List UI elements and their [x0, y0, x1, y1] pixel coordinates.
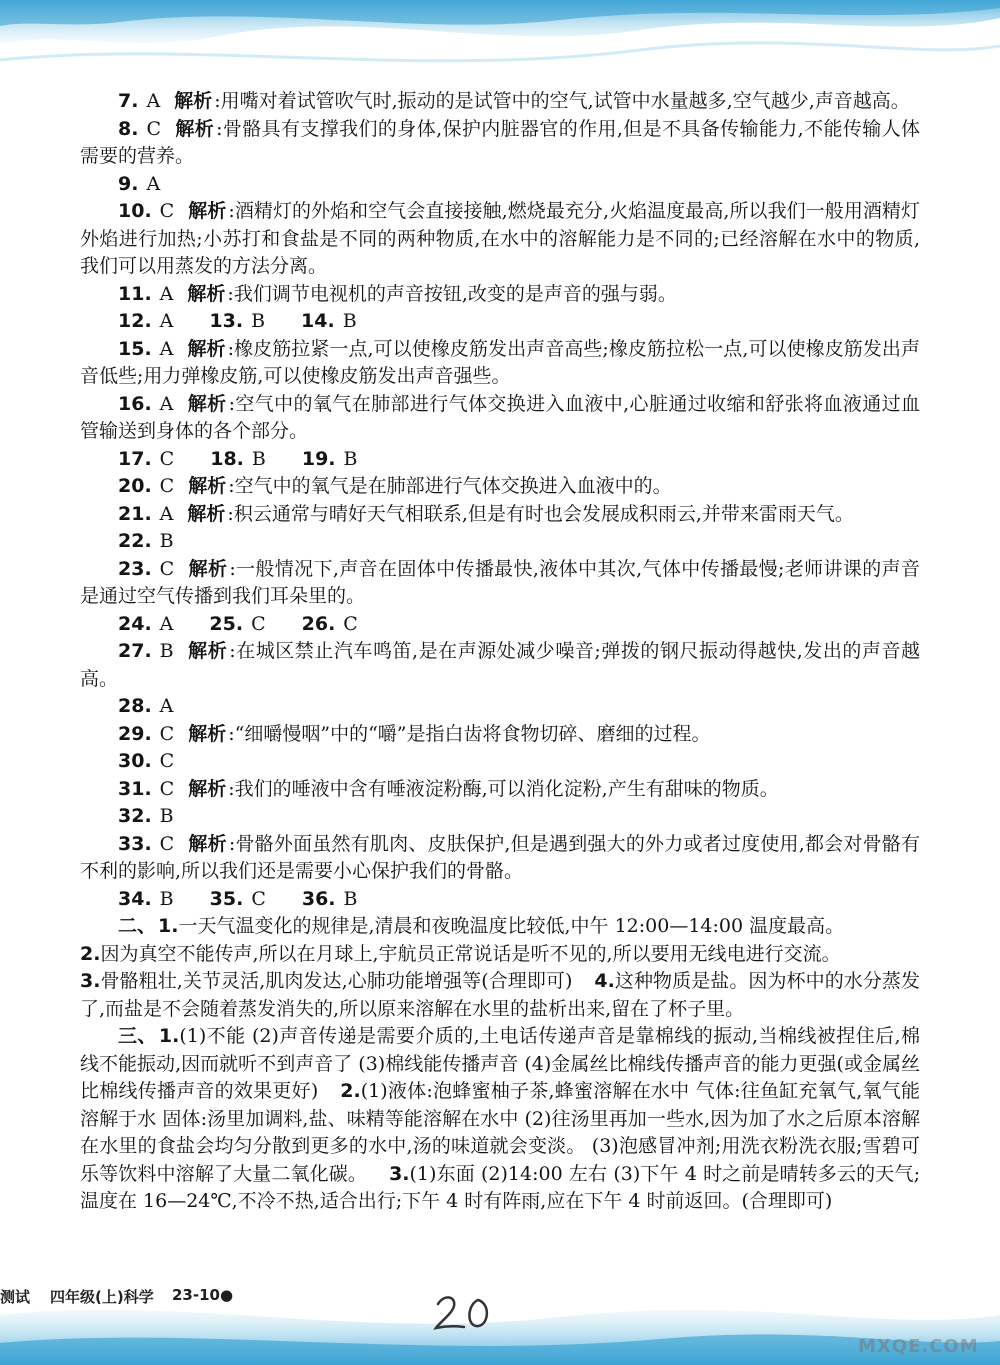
question-number: 23. — [118, 557, 152, 580]
answer-letter: B — [251, 447, 266, 470]
question-number: 16. — [118, 392, 152, 415]
answer-letter: A — [159, 392, 174, 415]
answer-item — [80, 473, 920, 501]
analysis-text: :骨骼具有支撑我们的身体,保护内脏器官的作用,但是不具备传输能力,不能传输人体需要的营养。 — [80, 117, 920, 167]
question-number: 2. — [80, 942, 101, 965]
answer-item — [80, 281, 920, 309]
answer-letter: C — [146, 117, 161, 140]
answer-letter: C — [159, 200, 175, 222]
answer-item — [80, 391, 920, 446]
question-number: 28. — [118, 695, 152, 717]
question-number: 27. — [118, 640, 152, 662]
answer-letter: B — [342, 310, 357, 332]
question-number: 3. — [389, 1162, 410, 1185]
answer-letter: C — [251, 887, 266, 910]
question-number: 36. — [301, 887, 336, 910]
answer-letter: A — [159, 502, 174, 525]
answer-text: (1)东面 (2)14:00 左右 (3)下午 4 时之前是晴转多云的天气;温度在 16—24℃,不冷不热,适合出行;下午 4 时有阵雨,应在下午 4 时前返回。(合理即可) — [80, 1162, 920, 1212]
question-number: 3. — [80, 970, 101, 992]
answer-letter: B — [159, 640, 174, 662]
question-number: 20. — [118, 475, 152, 497]
analysis-label: 解析 — [188, 557, 228, 580]
question-number: 14. — [301, 310, 335, 332]
answer-letter: C — [159, 832, 175, 855]
answer-item — [80, 116, 920, 171]
answer-letter: C — [159, 750, 175, 772]
answer-letter: C — [159, 722, 175, 745]
section-3-para — [80, 1023, 920, 1216]
answer-item — [80, 198, 920, 281]
section-2-para-1 — [80, 913, 920, 941]
answer-item — [80, 611, 920, 639]
question-number: 11. — [118, 282, 152, 305]
answer-item — [80, 638, 920, 693]
question-number: 7. — [118, 90, 139, 112]
answer-letter: C — [343, 612, 358, 635]
analysis-label: 解析 — [174, 90, 213, 112]
watermark-url: MXQE.COM — [858, 1336, 979, 1357]
analysis-label: 解析 — [175, 117, 215, 140]
answer-item — [80, 721, 920, 749]
question-number: 12. — [118, 310, 152, 332]
analysis-label: 解析 — [188, 777, 227, 800]
footer-test-label: 测试 — [0, 1288, 31, 1306]
section-2-para-2 — [80, 941, 920, 969]
question-number: 2. — [340, 1080, 361, 1102]
answer-text: 因为真空不能传声,所以在月球上,宇航员正常说话是听不见的,所以要用无线电进行交流。 — [100, 942, 841, 965]
analysis-label: 解析 — [187, 282, 226, 305]
analysis-label: 解析 — [187, 337, 226, 360]
answer-letter: B — [159, 805, 174, 827]
analysis-text: :我们的唾液中含有唾液淀粉酶,可以消化淀粉,产生有甜味的物质。 — [228, 777, 779, 800]
question-number: 34. — [118, 887, 152, 910]
answer-item — [80, 501, 920, 529]
answer-text: (1)液体:泡蜂蜜柚子茶,蜂蜜溶解在水中 气体:往鱼缸充氧气,氧气能溶解于水 固体:汤里加调料,盐、味精等能溶解在水中 (2)往汤里再加一些水,因为加了水之后原本溶解在水里的食盐会均匀分散到更多的水中,汤的味道就会变淡。 (3)泡感冒冲剂;用洗衣粉洗衣服;雪碧可乐等饮料中溶解了大量二氧化碳。 — [80, 1080, 920, 1185]
question-number: 9. — [118, 172, 139, 195]
analysis-text: :积云通常与晴好天气相联系,但是有时也会发展成积雨云,并带来雷雨天气。 — [227, 502, 854, 525]
answer-letter: A — [146, 172, 161, 195]
analysis-label: 解析 — [188, 475, 227, 497]
question-number: 33. — [118, 832, 152, 855]
page-footer — [0, 1286, 400, 1312]
answer-item — [80, 308, 920, 336]
question-number: 17. — [118, 447, 152, 470]
footer-grade-label: 四年级(上)科学 — [50, 1288, 154, 1306]
answer-letter: B — [159, 530, 174, 552]
answer-letter: B — [343, 447, 358, 470]
question-number: 15. — [118, 337, 152, 360]
answer-letter: C — [159, 557, 175, 580]
answer-item — [80, 336, 920, 391]
top-wave-decoration — [0, 0, 1000, 95]
analysis-text: :空气中的氧气是在肺部进行气体交换进入血液中的。 — [228, 475, 672, 497]
answer-text: (1)不能 (2)声音传递是需要介质的,土电话传递声音是靠棉线的振动,当棉线被捏住后,棉线不能振动,因而就听不到声音了 (3)棉线能传播声音 (4)金属丝比棉线传播声音的能力更强(或金属丝比棉线传播声音的效果更好) — [80, 1025, 920, 1102]
question-number: 18. — [210, 447, 244, 470]
question-number: 30. — [118, 750, 152, 772]
analysis-text: :空气中的氧气在肺部进行气体交换进入血液中,心脏通过收缩和舒张将血液通过血管输送到身体的各个部分。 — [80, 392, 920, 442]
answer-letter: A — [159, 612, 174, 635]
section-2-heading: 二、 — [118, 915, 157, 937]
question-number: 25. — [209, 612, 244, 635]
answer-letter: A — [159, 337, 174, 360]
answer-item — [80, 831, 920, 886]
answer-item — [80, 803, 920, 831]
answer-letter: C — [159, 777, 175, 800]
answer-item — [80, 776, 920, 804]
analysis-label: 解析 — [187, 640, 228, 662]
analysis-text: :我们调节电视机的声音按钮,改变的是声音的强与弱。 — [227, 282, 677, 305]
answer-letter: C — [159, 447, 175, 470]
answer-item — [80, 446, 920, 474]
question-number: 22. — [118, 530, 152, 552]
section-2-para-3 — [80, 968, 920, 1023]
analysis-label: 解析 — [188, 722, 227, 745]
answer-letter: A — [159, 310, 174, 332]
question-number: 31. — [118, 777, 152, 800]
answer-item — [80, 886, 920, 914]
question-number: 21. — [118, 502, 152, 525]
question-number: 1. — [158, 1025, 180, 1047]
answer-text: 这种物质是盐。因为杯中的水分蒸发了,而盐是不会随着蒸发消失的,所以原来溶解在水里的盐析出来,留在了杯子里。 — [80, 970, 920, 1020]
answer-item — [80, 171, 920, 199]
analysis-text: :一般情况下,声音在固体中传播最快,液体中其次,气体中传播最慢;老师讲课的声音是通过空气传播到我们耳朵里的。 — [80, 557, 920, 607]
question-number: 32. — [118, 805, 152, 827]
analysis-text: :橡皮筋拉紧一点,可以使橡皮筋发出声音高些;橡皮筋拉松一点,可以使橡皮筋发出声音低些;用力弹橡皮筋,可以使橡皮筋发出声音强些。 — [80, 337, 920, 387]
analysis-text: :酒精灯的外焰和空气会直接接触,燃烧最充分,火焰温度最高,所以我们一般用酒精灯外焰进行加热;小苏打和食盐是不同的两种物质,在水中的溶解能力是不同的;已经溶解在水中的物质,我们可以用蒸发的方法分离。 — [80, 200, 920, 277]
analysis-label: 解析 — [187, 392, 227, 415]
answer-content — [80, 88, 920, 1216]
question-number: 24. — [118, 612, 152, 635]
analysis-text: :骨骼外面虽然有肌肉、皮肤保护,但是遇到强大的外力或者过度使用,都会对骨骼有不利的影响,所以我们还是需要小心保护我们的骨骼。 — [80, 832, 920, 882]
answer-text: 一天气温变化的规律是,清晨和夜晚温度比较低,中午 12:00—14:00 温度最高。 — [178, 915, 845, 937]
analysis-text: :用嘴对着试管吹气时,振动的是试管中的空气,试管中水量越多,空气越少,声音越高。 — [214, 90, 910, 112]
question-number: 35. — [209, 887, 244, 910]
answer-letter: C — [159, 475, 175, 497]
answer-item — [80, 528, 920, 556]
question-number: 19. — [301, 447, 336, 470]
analysis-label: 解析 — [187, 502, 226, 525]
analysis-label: 解析 — [188, 832, 227, 855]
answer-letter: A — [159, 695, 174, 717]
question-number: 13. — [209, 310, 244, 332]
analysis-text: :“细嚼慢咽”中的“嚼”是指白齿将食物切碎、磨细的过程。 — [228, 722, 711, 745]
answer-letter: B — [343, 887, 358, 910]
answer-letter: A — [159, 282, 174, 305]
answer-item — [80, 748, 920, 776]
answer-item — [80, 693, 920, 721]
answer-letter: B — [159, 887, 174, 910]
section-3-heading: 三、 — [118, 1025, 157, 1047]
answer-text: 骨骼粗壮,关节灵活,肌肉发达,心肺功能增强等(合理即可) — [100, 970, 573, 992]
handwritten-page-number — [430, 1290, 500, 1335]
question-number: 4. — [594, 970, 615, 992]
question-number: 1. — [158, 915, 179, 937]
question-number: 26. — [301, 612, 336, 635]
answer-letter: C — [251, 612, 266, 635]
answer-item — [80, 556, 920, 611]
footer-page-code: 23-10● — [172, 1286, 234, 1304]
answer-letter: B — [251, 310, 266, 332]
question-number: 8. — [118, 117, 139, 140]
question-number: 29. — [118, 722, 152, 745]
answer-item — [80, 88, 920, 116]
question-number: 10. — [118, 200, 152, 222]
analysis-text: :在城区禁止汽车鸣笛,是在声源处减少噪音;弹拨的钢尺振动得越快,发出的声音越高。 — [80, 640, 920, 690]
answer-letter: A — [146, 90, 161, 112]
analysis-label: 解析 — [188, 200, 227, 222]
